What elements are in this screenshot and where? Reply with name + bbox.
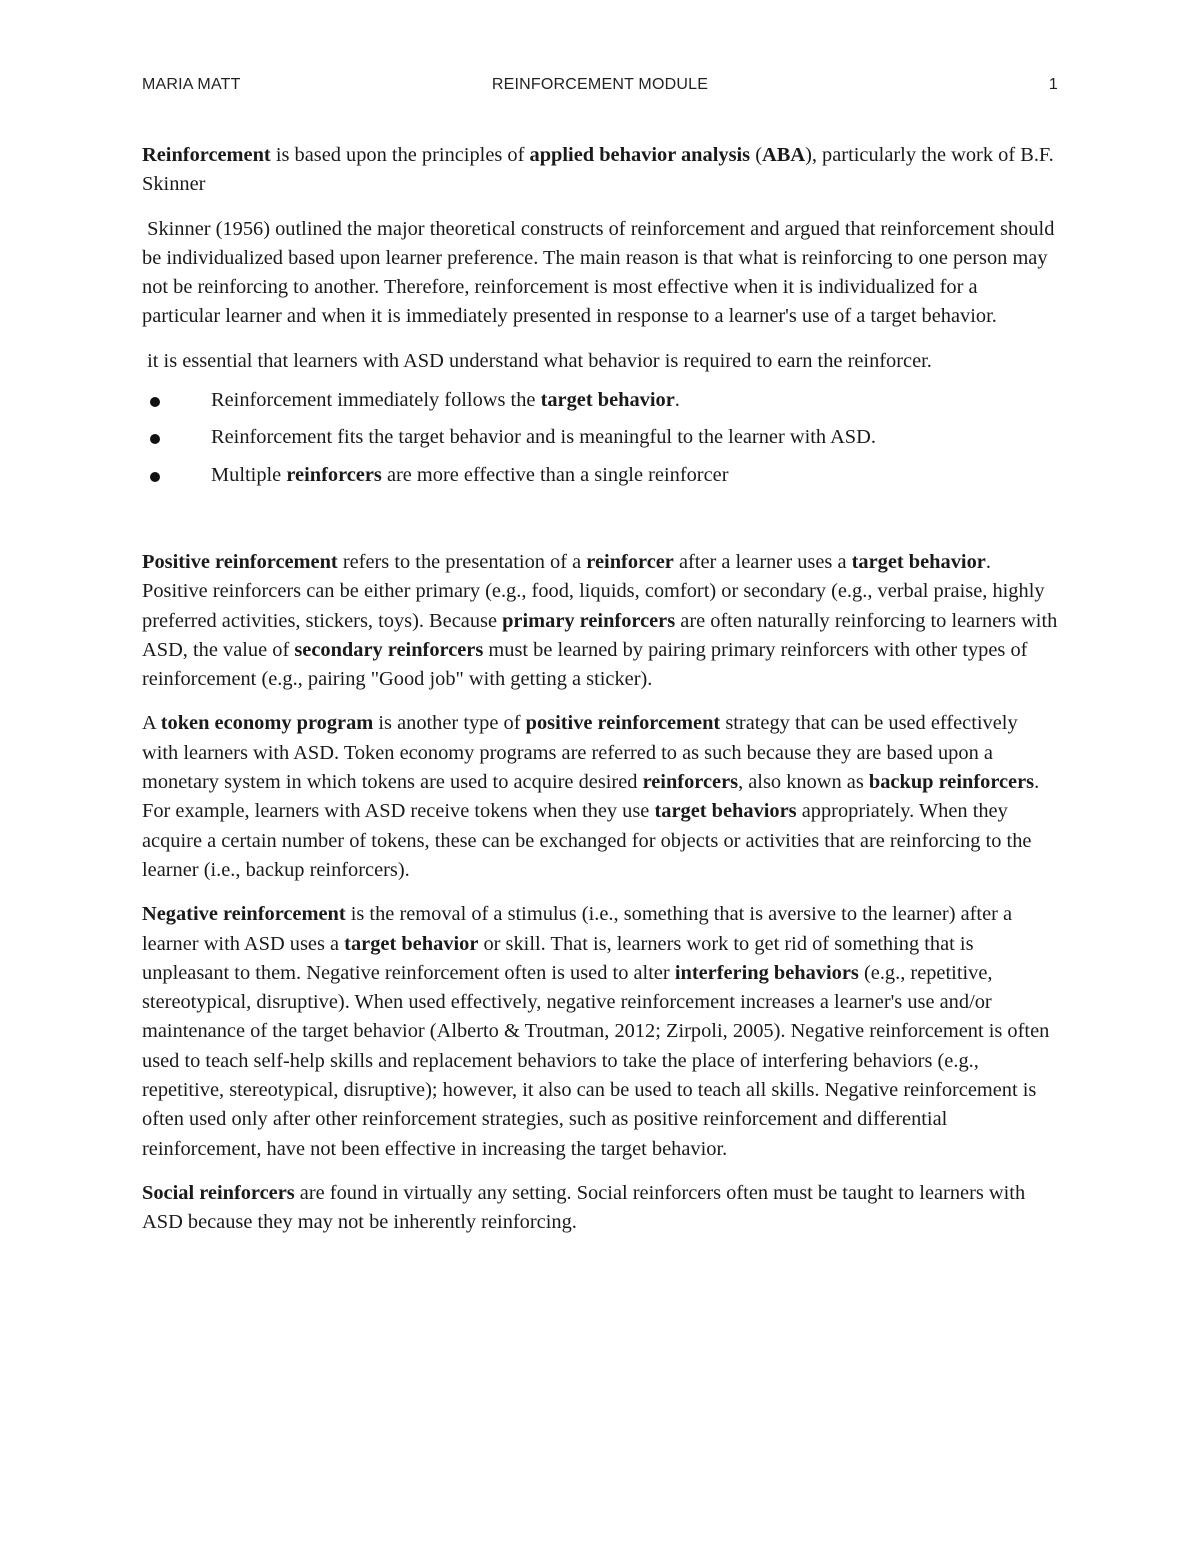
list-item: Reinforcement immediately follows the target behavior. (142, 386, 1058, 415)
positive-reinforcement-paragraph: Positive reinforcement refers to the presentation of a reinforcer after a learner uses a target behavior. Positive reinforcers can be either primary (e.g., food, liquids, comfort) or secondary (e.g., verbal praise, highly preferred activities, stickers, toys). Because primary reinforcers are often naturally reinforcing to learners with ASD, the value of secondary reinforcers must be learned by pairing primary reinforcers with other types of reinforcement (e.g., pairing "Good job" with getting a sticker). (142, 550, 1058, 691)
term-social-reinforcers: Social reinforcers (142, 1181, 295, 1204)
key-points-list (142, 386, 1058, 490)
negative-reinforcement-paragraph: Negative reinforcement is the removal of a stimulus (i.e., something that is aversive to the learner) after a learner with ASD uses a target behavior or skill. That is, learners work to get rid of something that is unpleasant to them. Negative reinforcement often is used to alter interfering behaviors (e.g., repetitive, stereotypical, disruptive). When used effectively, negative reinforcement increases a learner's use and/or maintenance of the target behavior (Alberto & Troutman, 2012; Zirpoli, 2005). Negative reinforcement is often used to teach self-help skills and replacement behaviors to take the place of interfering behaviors (e.g., repetitive, stereotypical, disruptive); however, it also can be used to teach all skills. Negative reinforcement is often used only after other reinforcement strategies, such as positive reinforcement and differential reinforcement, have not been effective in increasing the target behavior. (142, 903, 1050, 1160)
term-reinforcement: Reinforcement (142, 144, 271, 166)
term-negative-reinforcement: Negative reinforcement (142, 903, 346, 926)
page-header (142, 76, 1058, 98)
term-aba-abbr: ABA (762, 144, 806, 166)
intro-paragraph: Reinforcement is based upon the principles of applied behavior analysis (ABA), particularly the work of B.F. Skinner (142, 144, 1054, 196)
header-title: REINFORCEMENT MODULE (491, 76, 709, 93)
term-positive-reinforcement: Positive reinforcement (142, 550, 338, 573)
asd-paragraph: it is essential that learners with ASD understand what behavior is required to earn the reinforcer. (142, 349, 932, 372)
bullet-icon (150, 472, 160, 482)
social-reinforcers-paragraph: Social reinforcers are found in virtually any setting. Social reinforcers often must be taught to learners with ASD because they may not be inherently reinforcing. (142, 1181, 1026, 1234)
bullet-icon (150, 397, 160, 407)
token-economy-paragraph: A token economy program is another type of positive reinforcement strategy that can be used effectively with learners with ASD. Token economy programs are referred to as such because they are based upon a monetary system in which tokens are used to acquire desired reinforcers, also known as backup reinforcers. For example, learners with ASD receive tokens when they use target behaviors appropriately. When they acquire a certain number of tokens, these can be exchanged for objects or activities that are reinforcing to the learner (i.e., backup reinforcers). (142, 712, 1040, 881)
list-item: Multiple reinforcers are more effective than a single reinforcer (142, 461, 1058, 490)
term-aba: applied behavior analysis (529, 144, 751, 166)
list-item: Reinforcement fits the target behavior and is meaningful to the learner with ASD. (142, 423, 1058, 452)
header-author: MARIA MATT (142, 76, 241, 93)
document-body (142, 141, 1058, 1253)
bullet-icon (150, 434, 160, 444)
term-token-economy: token economy program (160, 712, 374, 735)
header-page-number: 1 (1048, 76, 1058, 93)
skinner-paragraph: Skinner (1956) outlined the major theoretical constructs of reinforcement and argued that reinforcement should be individualized based upon learner preference. The main reason is that what is reinforcing to one person may not be reinforcing to another. Therefore, reinforcement is most effective when it is individualized for a particular learner and when it is immediately presented in response to a learner's use of a target behavior. (142, 217, 1060, 328)
